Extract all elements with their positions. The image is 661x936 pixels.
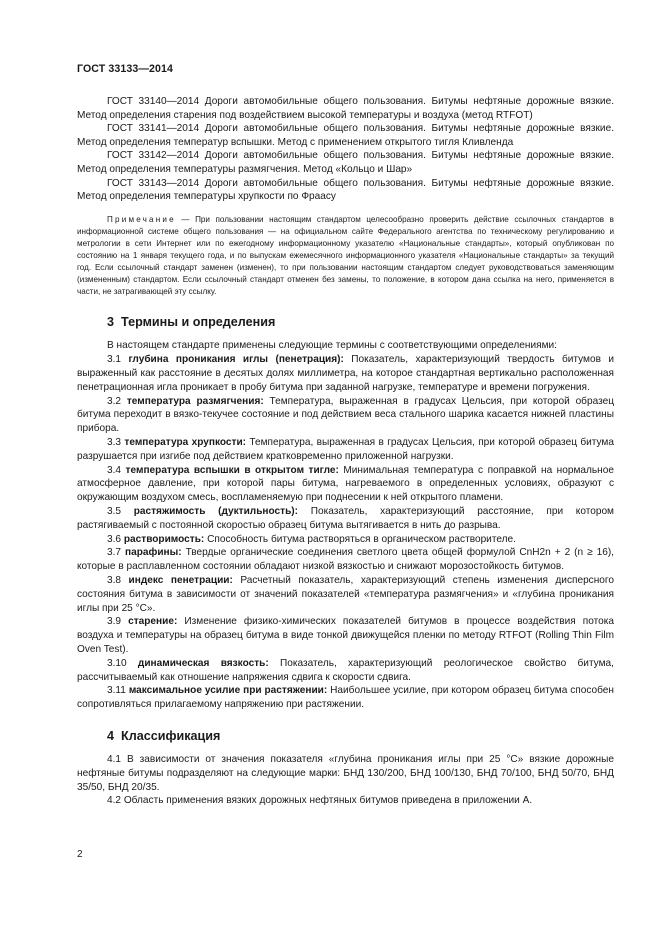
section-4-heading [107, 729, 614, 743]
term-3-3: 3.3 температура хрупкости: Температура, выраженная в градусах Цельсия, при которой образец битума разрушается при изгибе под действием кратковременно приложенной нагрузки. [77, 436, 614, 462]
term-3-5: 3.5 растяжимость (дуктильность): Показатель, характеризующий расстояние, при котором растягиваемый с постоянной скоростью образец битума вытягивается в нить до разрыва. [77, 505, 614, 531]
note-text: — При пользовании настоящим стандартом целесообразно проверить действие ссылочных стандартов в информационной системе общего пользования — на официальном сайте Федерального агентства по техническому регулированию и метрологии в сети Интернет или по ежегодному информационному указателю «Национальные стандарты», который опубликован по состоянию на 1 января текущего года, и по выпускам ежемесячного информационного указателя «Национальные стандарты» за текущий год. Если ссылочный стандарт заменен (изменен), то при пользовании настоящим стандартом следует руководствоваться заменяющим (измененным) стандартом. Если ссылочный стандарт отменен без замены, то положение, в котором дана ссылка на него, применяется в части, не затрагивающей эту ссылку. [77, 214, 614, 297]
note-label: Примечание [107, 214, 176, 224]
note-block [77, 214, 614, 299]
reference-item: ГОСТ 33140—2014 Дороги автомобильные общего пользования. Битумы нефтяные дорожные вязкие. Метод определения старения под воздействием высокой температуры и воздуха (метод RTFOT) [77, 96, 614, 121]
section-number: 3 [107, 315, 115, 330]
term-3-1: 3.1 глубина проникания иглы (пенетрация): Показатель, характеризующий твердость битумов и выраженный как расстояние в десятых долях миллиметра, на которое стандартная вертикально расположенная пенетрационная игла проникает в пробу битума при заданной нагрузке, температуре и времени погружения. [77, 354, 614, 393]
term-3-8: 3.8 индекс пенетрации: Расчетный показатель, характеризующий степень изменения дисперсного состояния битума в зависимости от значений показателей «температура размягчения» и «глубина проникания иглы при 25 °С». [77, 574, 614, 614]
term-3-2: 3.2 температура размягчения: Температура, выраженная в градусах Цельсия, при которой образец битума переходит в вязко-текучее состояние и под действием веса стального шарика касается нижней пластины прибора. [77, 395, 614, 435]
reference-item: ГОСТ 33142—2014 Дороги автомобильные общего пользования. Битумы нефтяные дорожные вязкие. Метод определения температуры размягчения. Метод «Кольцо и Шар» [77, 150, 614, 175]
paragraph-4-1: 4.1 В зависимости от значения показателя «глубина проникания иглы при 25 °С» вязкие дорожные нефтяные битумы подразделяют на следующие марки: БНД 130/200, БНД 100/130, БНД 70/100, БНД 50/70, БНД 35/50, БНД 20/35. [77, 753, 614, 793]
term-3-9: 3.9 старение: Изменение физико-химических показателей битумов в процессе воздействия потока воздуха и температуры на образец битума в виде тонкой движущейся пленки по методу RTFOT (Rolling Thin Film Oven Test). [77, 616, 614, 655]
references-list [77, 95, 614, 204]
section-3-intro: В настоящем стандарте применены следующие термины с соответствующими определениями: [107, 340, 557, 352]
term-3-6: 3.6 растворимость: Способность битума растворяться в органическом растворителе. [107, 533, 516, 545]
document-page [77, 63, 614, 808]
section-4-body [77, 753, 614, 808]
term-3-11: 3.11 максимальное усилие при растяжении: Наибольшее усилие, при котором образец битума способен сопротивляться прилагаемому напряжению при растяжении. [77, 685, 614, 711]
paragraph-4-2: 4.2 Область применения вязких дорожных нефтяных битумов приведена в приложении А. [107, 795, 533, 807]
term-3-4: 3.4 температура вспышки в открытом тигле: Минимальная температура с поправкой на нормальное атмосферное давление, при которой пары битума, нагреваемого в определенных условиях, образуют с окружающим воздухом смесь, воспламеняемую при поднесении к ней открытого пламени. [77, 464, 614, 504]
term-3-7: 3.7 парафины: Твердые органические соединения светлого цвета общей формулой CnH2n + 2 (n ≥ 16), которые в расплавленном состоянии обладают низкой вязкостью и снижают морозостойкость битумов. [77, 547, 614, 573]
section-number: 4 [107, 728, 115, 743]
document-header: ГОСТ 33133—2014 [77, 63, 174, 75]
reference-item: ГОСТ 33143—2014 Дороги автомобильные общего пользования. Битумы нефтяные дорожные вязкие. Метод определения температуры хрупкости по Фраасу [77, 177, 614, 203]
page-number: 2 [77, 849, 83, 860]
term-3-10: 3.10 динамическая вязкость: Показатель, характеризующий реологическое свойство битума, рассчитываемый как отношение напряжения сдвига к скорости сдвига. [77, 657, 614, 683]
reference-item: ГОСТ 33141—2014 Дороги автомобильные общего пользования. Битумы нефтяные дорожные вязкие. Метод определения температур вспышки. Метод с применением открытого тигля Кливленда [77, 123, 614, 148]
section-title: Классификация [121, 728, 221, 743]
section-title: Термины и определения [121, 315, 276, 330]
section-3-heading [107, 315, 614, 329]
